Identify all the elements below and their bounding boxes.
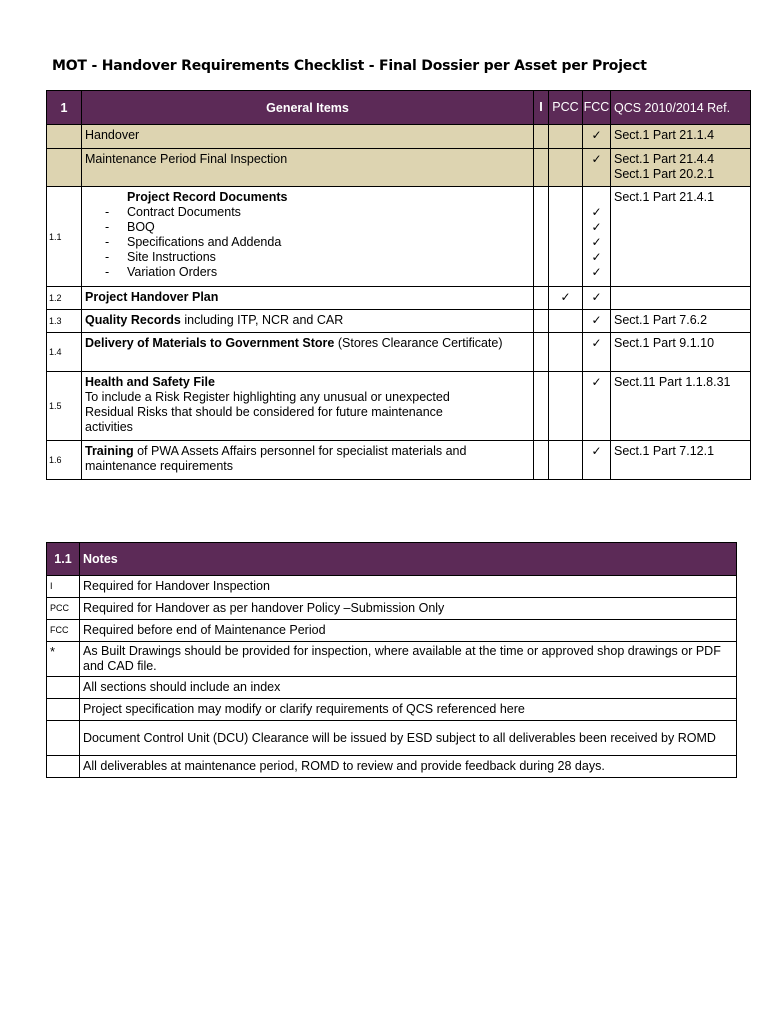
check-icon: ✓ bbox=[591, 265, 602, 279]
row-ref: Sect.1 Part 21.1.4 bbox=[611, 125, 751, 149]
table-row bbox=[47, 598, 737, 620]
row-label: Training of PWA Assets Affairs personnel for specialist materials and maintenance requirements bbox=[82, 441, 534, 480]
note-key: * bbox=[47, 642, 80, 677]
row-ref: Sect.1 Part 7.6.2 bbox=[611, 310, 751, 333]
check-icon: ✓ bbox=[549, 287, 583, 310]
check-icon: ✓ bbox=[591, 235, 602, 249]
table-row bbox=[47, 287, 751, 310]
notes-header-row bbox=[47, 543, 737, 576]
table-row bbox=[47, 310, 751, 333]
row-ref: Sect.1 Part 9.1.10 bbox=[611, 333, 751, 372]
row-label: Project Handover Plan bbox=[82, 287, 534, 310]
note-text: Document Control Unit (DCU) Clearance will be issued by ESD subject to all deliverables been received by ROMD bbox=[80, 721, 737, 756]
list-item: - Specifications and Addenda bbox=[85, 235, 530, 250]
row-ref: Sect.1 Part 21.4.4 Sect.1 Part 20.2.1 bbox=[611, 149, 751, 187]
note-key: PCC bbox=[47, 598, 80, 620]
check-icon: ✓ bbox=[583, 333, 611, 372]
table-row bbox=[47, 677, 737, 699]
check-icon: ✓ bbox=[583, 125, 611, 149]
row-number: 1.6 bbox=[47, 441, 82, 480]
row-label: Project Record Documents - Contract Documents - BOQ - Specifications and Addenda - Site Instructions - Variation Orders bbox=[82, 187, 534, 287]
note-text: All deliverables at maintenance period, ROMD to review and provide feedback during 28 days. bbox=[80, 756, 737, 778]
note-key bbox=[47, 677, 80, 699]
note-key bbox=[47, 721, 80, 756]
list-item: - BOQ bbox=[85, 220, 530, 235]
note-text: Required for Handover as per handover Policy –Submission Only bbox=[80, 598, 737, 620]
row-ref: Sect.11 Part 1.1.8.31 bbox=[611, 372, 751, 441]
checklist-header-row bbox=[47, 91, 751, 125]
check-icon: ✓ bbox=[591, 250, 602, 264]
record-documents-list bbox=[85, 205, 530, 280]
table-row bbox=[47, 642, 737, 677]
check-icon: ✓ bbox=[583, 287, 611, 310]
column-general-items: General Items bbox=[82, 91, 534, 125]
list-item: - Contract Documents bbox=[85, 205, 530, 220]
row-label: Handover bbox=[82, 125, 534, 149]
note-key: I bbox=[47, 576, 80, 598]
row-number: 1.3 bbox=[47, 310, 82, 333]
table-row bbox=[47, 756, 737, 778]
check-icon: ✓ bbox=[583, 149, 611, 187]
notes-title: Notes bbox=[80, 543, 737, 576]
fcc-checks bbox=[583, 187, 611, 287]
row-ref: Sect.1 Part 7.12.1 bbox=[611, 441, 751, 480]
notes-number: 1.1 bbox=[47, 543, 80, 576]
check-icon: ✓ bbox=[583, 310, 611, 333]
notes-table bbox=[46, 542, 737, 778]
table-row bbox=[47, 721, 737, 756]
check-icon: ✓ bbox=[583, 441, 611, 480]
table-row bbox=[47, 441, 751, 480]
note-text: Required before end of Maintenance Period bbox=[80, 620, 737, 642]
row-label: Health and Safety File To include a Risk Register highlighting any unusual or unexpected Residual Risks that should be considered for future maintenance activities bbox=[82, 372, 534, 441]
row-label: Quality Records including ITP, NCR and CAR bbox=[82, 310, 534, 333]
check-icon: ✓ bbox=[591, 220, 602, 234]
row-number: 1.1 bbox=[47, 187, 82, 287]
check-icon: ✓ bbox=[591, 205, 602, 219]
note-text: As Built Drawings should be provided for inspection, where available at the time or approved shop drawings or PDF and CAD file. bbox=[80, 642, 737, 677]
note-text: All sections should include an index bbox=[80, 677, 737, 699]
list-item: - Site Instructions bbox=[85, 250, 530, 265]
table-row bbox=[47, 576, 737, 598]
table-row bbox=[47, 699, 737, 721]
table-row bbox=[47, 125, 751, 149]
section-number: 1 bbox=[47, 91, 82, 125]
table-row bbox=[47, 187, 751, 287]
checklist-table bbox=[46, 90, 751, 480]
table-row bbox=[47, 372, 751, 441]
note-key: FCC bbox=[47, 620, 80, 642]
note-text: Required for Handover Inspection bbox=[80, 576, 737, 598]
table-row bbox=[47, 149, 751, 187]
column-fcc: FCC bbox=[583, 91, 611, 125]
note-key bbox=[47, 756, 80, 778]
column-qcs-ref: QCS 2010/2014 Ref. bbox=[611, 91, 751, 125]
row-number: 1.5 bbox=[47, 372, 82, 441]
row-number: 1.2 bbox=[47, 287, 82, 310]
row-ref: Sect.1 Part 21.4.1 bbox=[611, 187, 751, 287]
list-item: - Variation Orders bbox=[85, 265, 530, 280]
table-row bbox=[47, 620, 737, 642]
table-row bbox=[47, 333, 751, 372]
column-i: I bbox=[534, 91, 549, 125]
document-title: MOT - Handover Requirements Checklist - Final Dossier per Asset per Project bbox=[52, 58, 647, 74]
row-label: Delivery of Materials to Government Store (Stores Clearance Certificate) bbox=[82, 333, 534, 372]
note-text: Project specification may modify or clarify requirements of QCS referenced here bbox=[80, 699, 737, 721]
note-key bbox=[47, 699, 80, 721]
row-number: 1.4 bbox=[47, 333, 82, 372]
check-icon: ✓ bbox=[583, 372, 611, 441]
row-label: Maintenance Period Final Inspection bbox=[82, 149, 534, 187]
column-pcc: PCC bbox=[549, 91, 583, 125]
